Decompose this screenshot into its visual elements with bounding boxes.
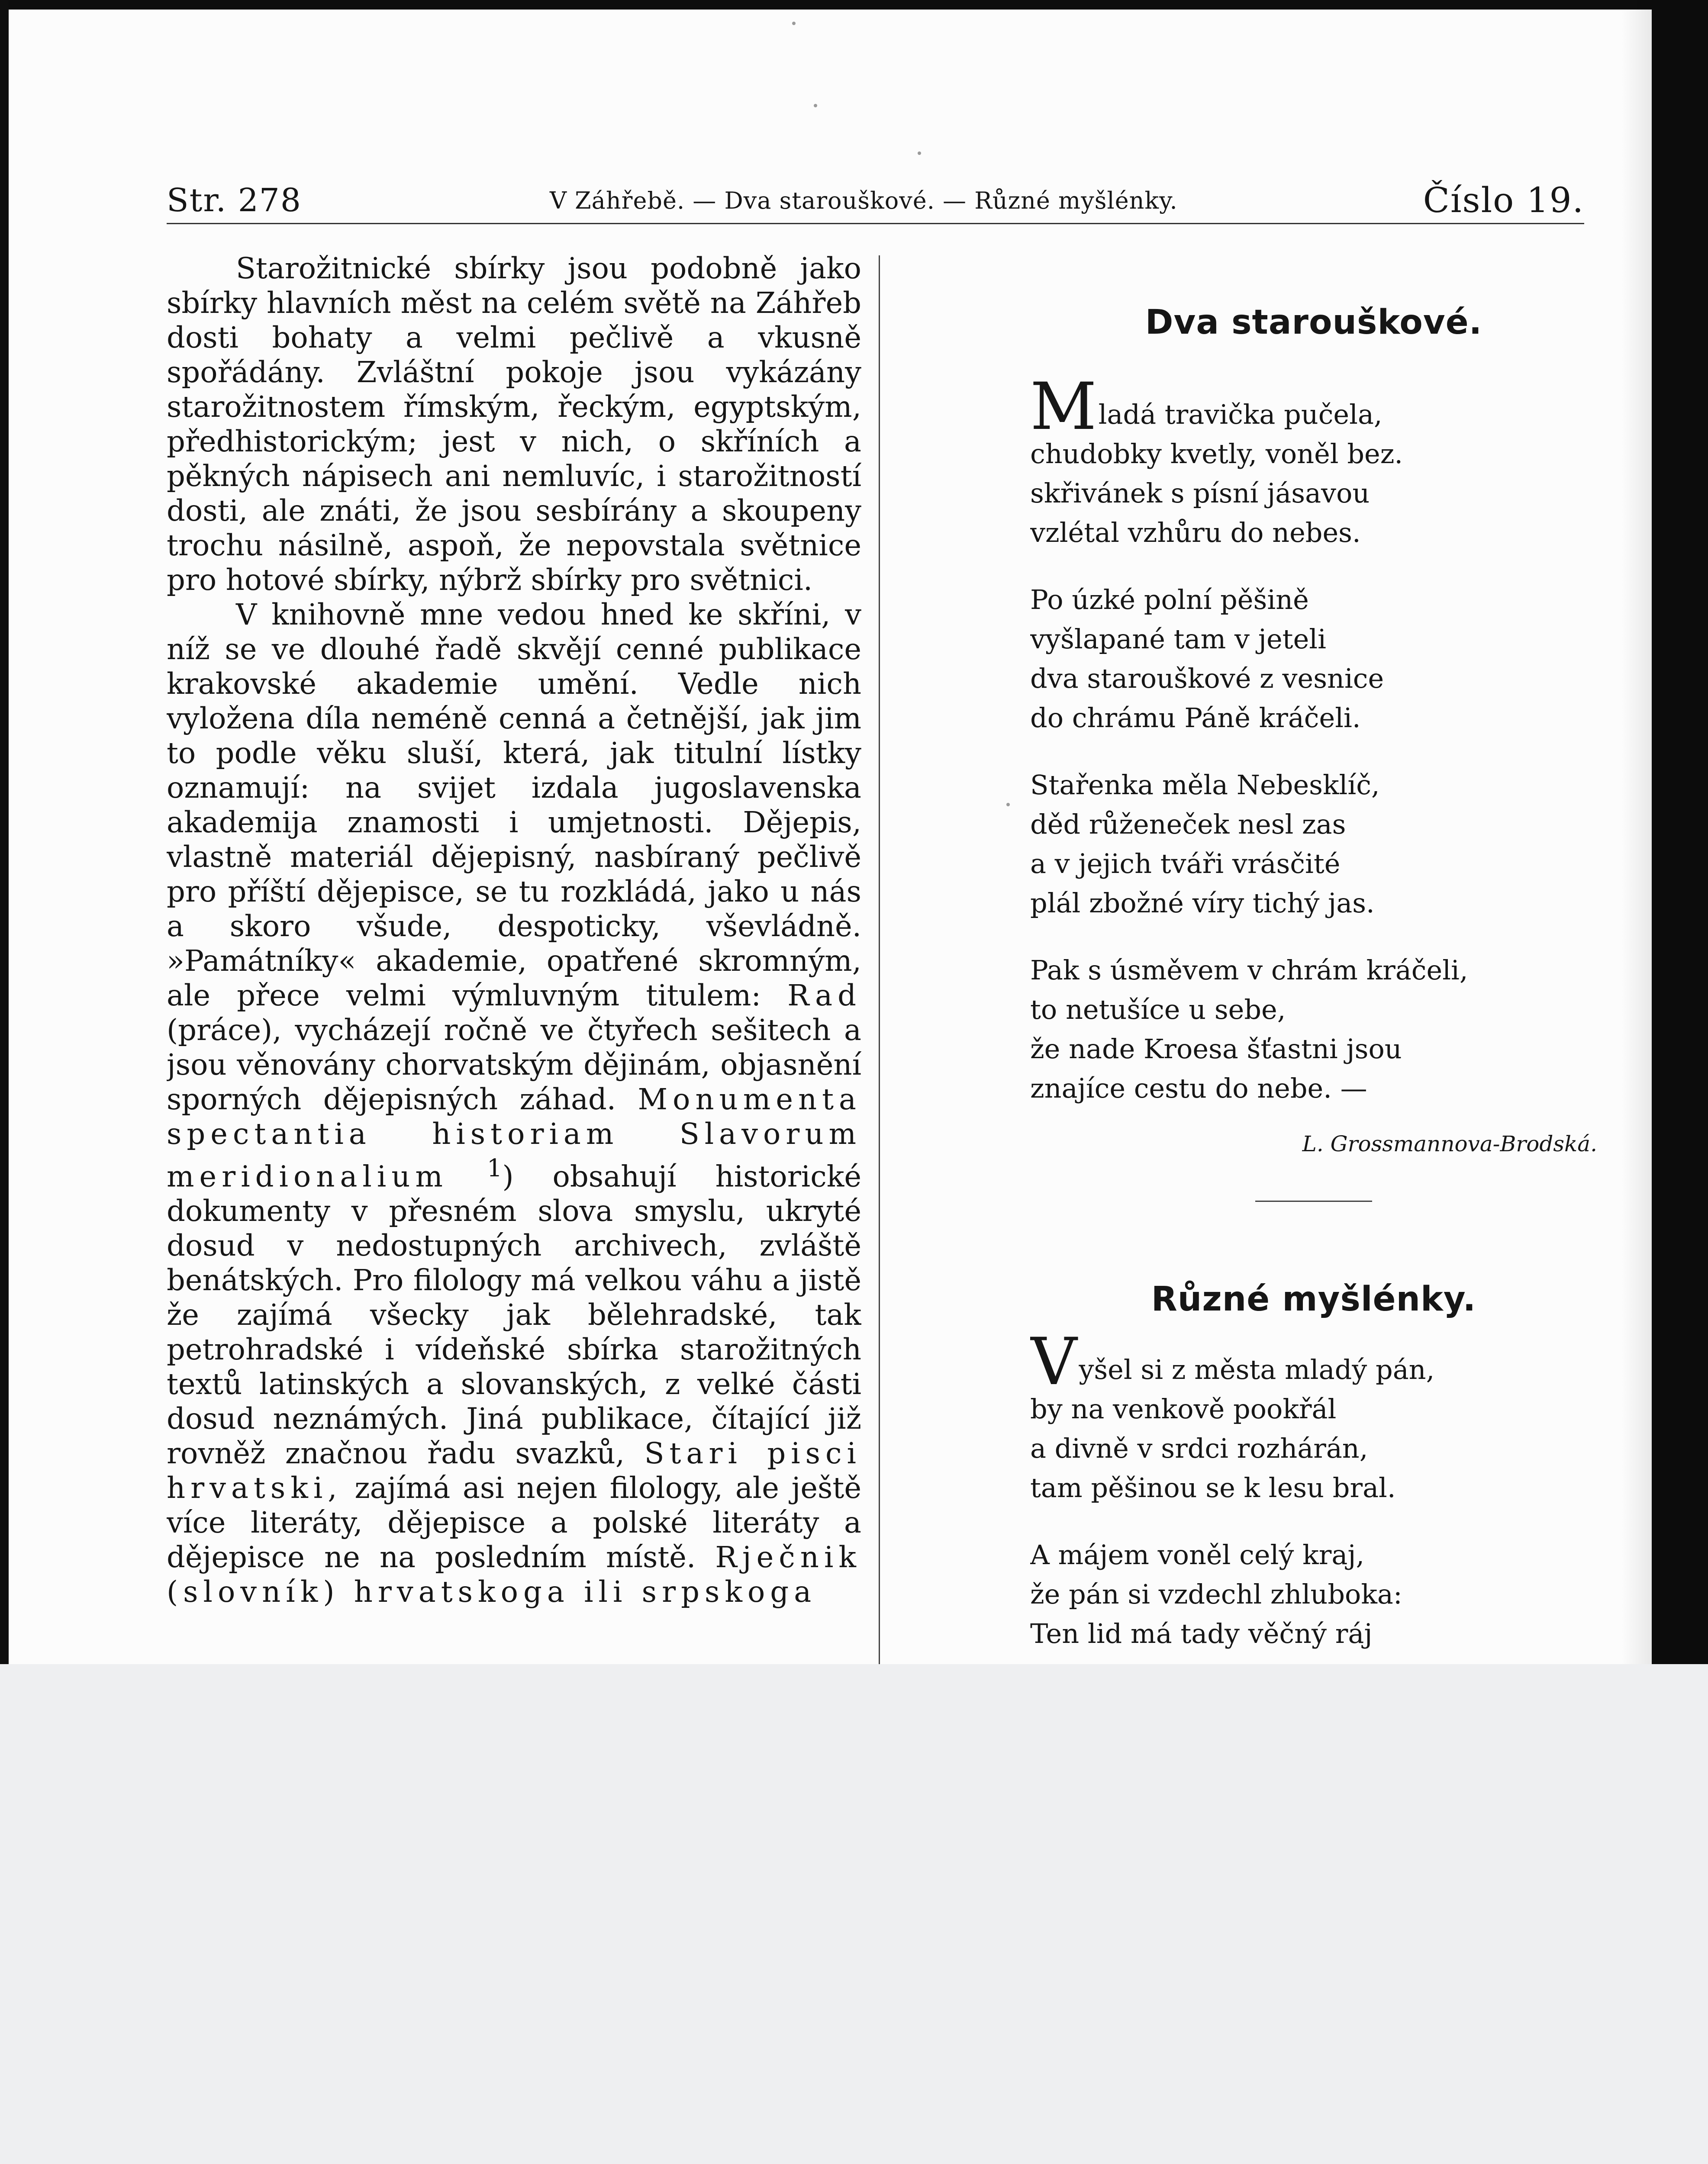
drop-cap: V (1030, 1324, 1077, 1400)
poem-line: vzlétal vzhůru do nebes. (1030, 517, 1361, 548)
stanza (1030, 950, 1597, 1108)
title-rjecnik: Rječnik (slovník) hrvatskoga ili srpskoga (167, 1540, 861, 1609)
poem-line: dva starouškové z vesnice (1030, 663, 1384, 694)
poetry-column (1030, 303, 1597, 1664)
poem-line: Pak s úsměvem v chrám kráčeli, (1030, 954, 1468, 986)
poem-line: by na venkově pookřál (1030, 1393, 1337, 1425)
poem-line: a v jejich tváři vrásčité (1030, 848, 1341, 879)
article-paragraph: V knihovně mne vedou hned ke skříni, v níž se ve dlouhé řadě skvějí cenné publikace krakovské akademie umění. Vedle nich vyložena díla neméně cenná a četnější, jak jim to podle věku sluší, která, jak titulní lístky oznamují: na svijet izdala jugoslavenska akademija znamosti i umjetnosti. Dějepis, vlastně materiál dějepisný, nasbíraný pečlivě pro příští dějepisce, se tu rozkládá, jako u nás a skoro všude, despoticky, vševládně. »Památníky« akademie, opatřené skromným, ale přece velmi výmluvným titulem: Rad (práce), vycházejí ročně ve čtyřech sešitech a jsou věnovány chorvatským dějinám, objasnění sporných dějepisných záhad. Monumenta spectantia historiam Slavorum meridionalium $^1$) obsahují historické dokumenty v přesném slova smyslu, ukryté dosud v nedostupných archivech, zvláště benátských. Pro filology má velkou váhu a jistě že zajímá všecky jak bělehradské, tak petrohradské i vídeňské sbírka starožitných textů latinských a slovanských, z velké části dosud neznámých. Jiná publikace, čítající již rovněž značnou řadu svazků, Stari pisci hrvatski, zajímá asi nejen filology, ale ještě více literáty, dějepisce a polské literáty a dějepisce ne na posledním místě. Rječnik (slovník) hrvatskoga ili srpskoga (167, 598, 861, 1609)
article-text: V knihovně mne vedou hned ke skříni, v níž se ve dlouhé řadě skvějí cenné publikace krakovské akademie umění. Vedle nich vyložena díla neméně cenná a četnější, jak jim to podle věku sluší, která, jak titulní lístky oznamují: na svijet izdala jugoslavenska akademija znamosti i umjetnosti. Dějepis, vlastně materiál dějepisný, nasbíraný pečlivě pro příští dějepisce, se tu rozkládá, jako u nás a skoro všude, despoticky, vševládně. »Památníky« akademie, opatřené skromným, ale přece velmi výmluvným titulem: (167, 598, 861, 1012)
poem-line: a divně v srdci rozhárán, (1030, 1433, 1368, 1464)
poem-line: do chrámu Páně kráčeli. (1030, 702, 1361, 734)
poem-line: znajíce cestu do nebe. — (1030, 1072, 1367, 1104)
poem-line-text: yšel si z města mladý pán, (1079, 1354, 1435, 1385)
article-column (167, 251, 861, 1664)
poem-title: Různé myšlénky. (1151, 1280, 1476, 1319)
poem-line: plál zbožné víry tichý jas. (1030, 887, 1375, 919)
running-head (167, 177, 1584, 229)
scan-speck (918, 151, 921, 155)
stanza (1030, 580, 1597, 737)
poem-title: Dva starouškové. (1145, 303, 1482, 342)
scan-speck (1006, 803, 1010, 806)
running-title: V Záhřebě. — Dva starouškové. — Různé myšlénky. (550, 187, 1178, 214)
stanza (1030, 369, 1597, 552)
scan-edge-right (1652, 0, 1708, 1664)
article-paragraph: Starožitnické sbírky jsou podobně jako sbírky hlavních měst na celém světě na Záhřeb dosti bohaty a velmi pečlivě a vkusně spořádány. Zvláštní pokoje jsou vykázány starožitnostem římským, řeckým, egyptským, předhistorickým; jest v nich, o skříních a pěkných nápisech ani nemluvíc, i starožitností dosti, ale znáti, že jsou sesbírány a skoupeny trochu násilně, aspoň, že nepovstala světnice pro hotové sbírky, nýbrž sbírky pro světnici. (167, 251, 861, 597)
stanza (1030, 1535, 1597, 1653)
issue-number: Číslo 19. (1423, 180, 1584, 220)
header-rule (167, 223, 1584, 224)
section-divider (1255, 1201, 1372, 1202)
article-text: (práce), vycházejí ročně ve čtyřech sešitech a jsou věnovány chorvatským dějinám, objasnění sporných dějepisných záhad. (167, 1013, 861, 1116)
poem-line (1030, 369, 1597, 444)
scan-edge-top (0, 0, 1708, 10)
poem-line: to netušíce u sebe, (1030, 994, 1286, 1025)
scan-speck (814, 104, 817, 107)
poem-line: skřivánek s písní jásavou (1030, 477, 1370, 509)
scan-edge-left (0, 0, 9, 1664)
poem-line-text: ladá travička pučela, (1098, 399, 1383, 430)
poem-line: tam pěšinou se k lesu bral. (1030, 1472, 1396, 1504)
poem-line: děd růženeček nesl zas (1030, 808, 1346, 840)
scan-shadow (1621, 0, 1652, 1664)
poem-line: Stařenka měla Nebesklíč, (1030, 769, 1380, 801)
poem-line: A májem voněl celý kraj, (1030, 1539, 1365, 1571)
poem-line: chudobky kvetly, voněl bez. (1030, 438, 1403, 470)
drop-cap: M (1030, 369, 1097, 444)
poem-line: že nade Kroesa šťastni jsou (1030, 1033, 1402, 1065)
stanza (1030, 765, 1597, 923)
article-text: zajímá asi nejen filology, ale ještě více literáty, dějepisce a polské literáty a dějepisce ne na posledním místě. (167, 1471, 861, 1575)
page-number: Str. 278 (167, 182, 302, 219)
title-stari-pisci: Stari pisci hrvatski, (167, 1436, 861, 1505)
poem-line: Po úzké polní pěšině (1030, 584, 1309, 615)
poem-author: L. Grossmannova-Brodská. (1302, 1131, 1597, 1156)
poem-line: vyšlapané tam v jeteli (1030, 623, 1326, 655)
title-monumenta: Monumenta spectantia historiam Slavorum meridionalium (167, 1082, 861, 1194)
poem-line (1030, 1324, 1597, 1400)
poem-line: Ten lid má tady věčný ráj (1030, 1618, 1373, 1649)
article-text: obsahují historické dokumenty v přesném slova smyslu, ukryté dosud v nedostupných archivech, zvláště benátských. Pro filology má velkou váhu a jistě že zajímá všecky jak bělehradské, tak petrohradské i vídeňské sbírka starožitných textů latinských a slovanských, z velké části dosud neznámých. Jiná publikace, čítající již rovněž značnou řadu svazků, (167, 1159, 861, 1471)
title-rad: Rad (787, 979, 861, 1012)
poem-line: že pán si vzdechl zhluboka: (1030, 1578, 1402, 1610)
footnote-mark: 1 (487, 1154, 503, 1182)
scan-speck (792, 22, 796, 25)
stanza (1030, 1324, 1597, 1507)
column-divider (879, 255, 880, 1664)
